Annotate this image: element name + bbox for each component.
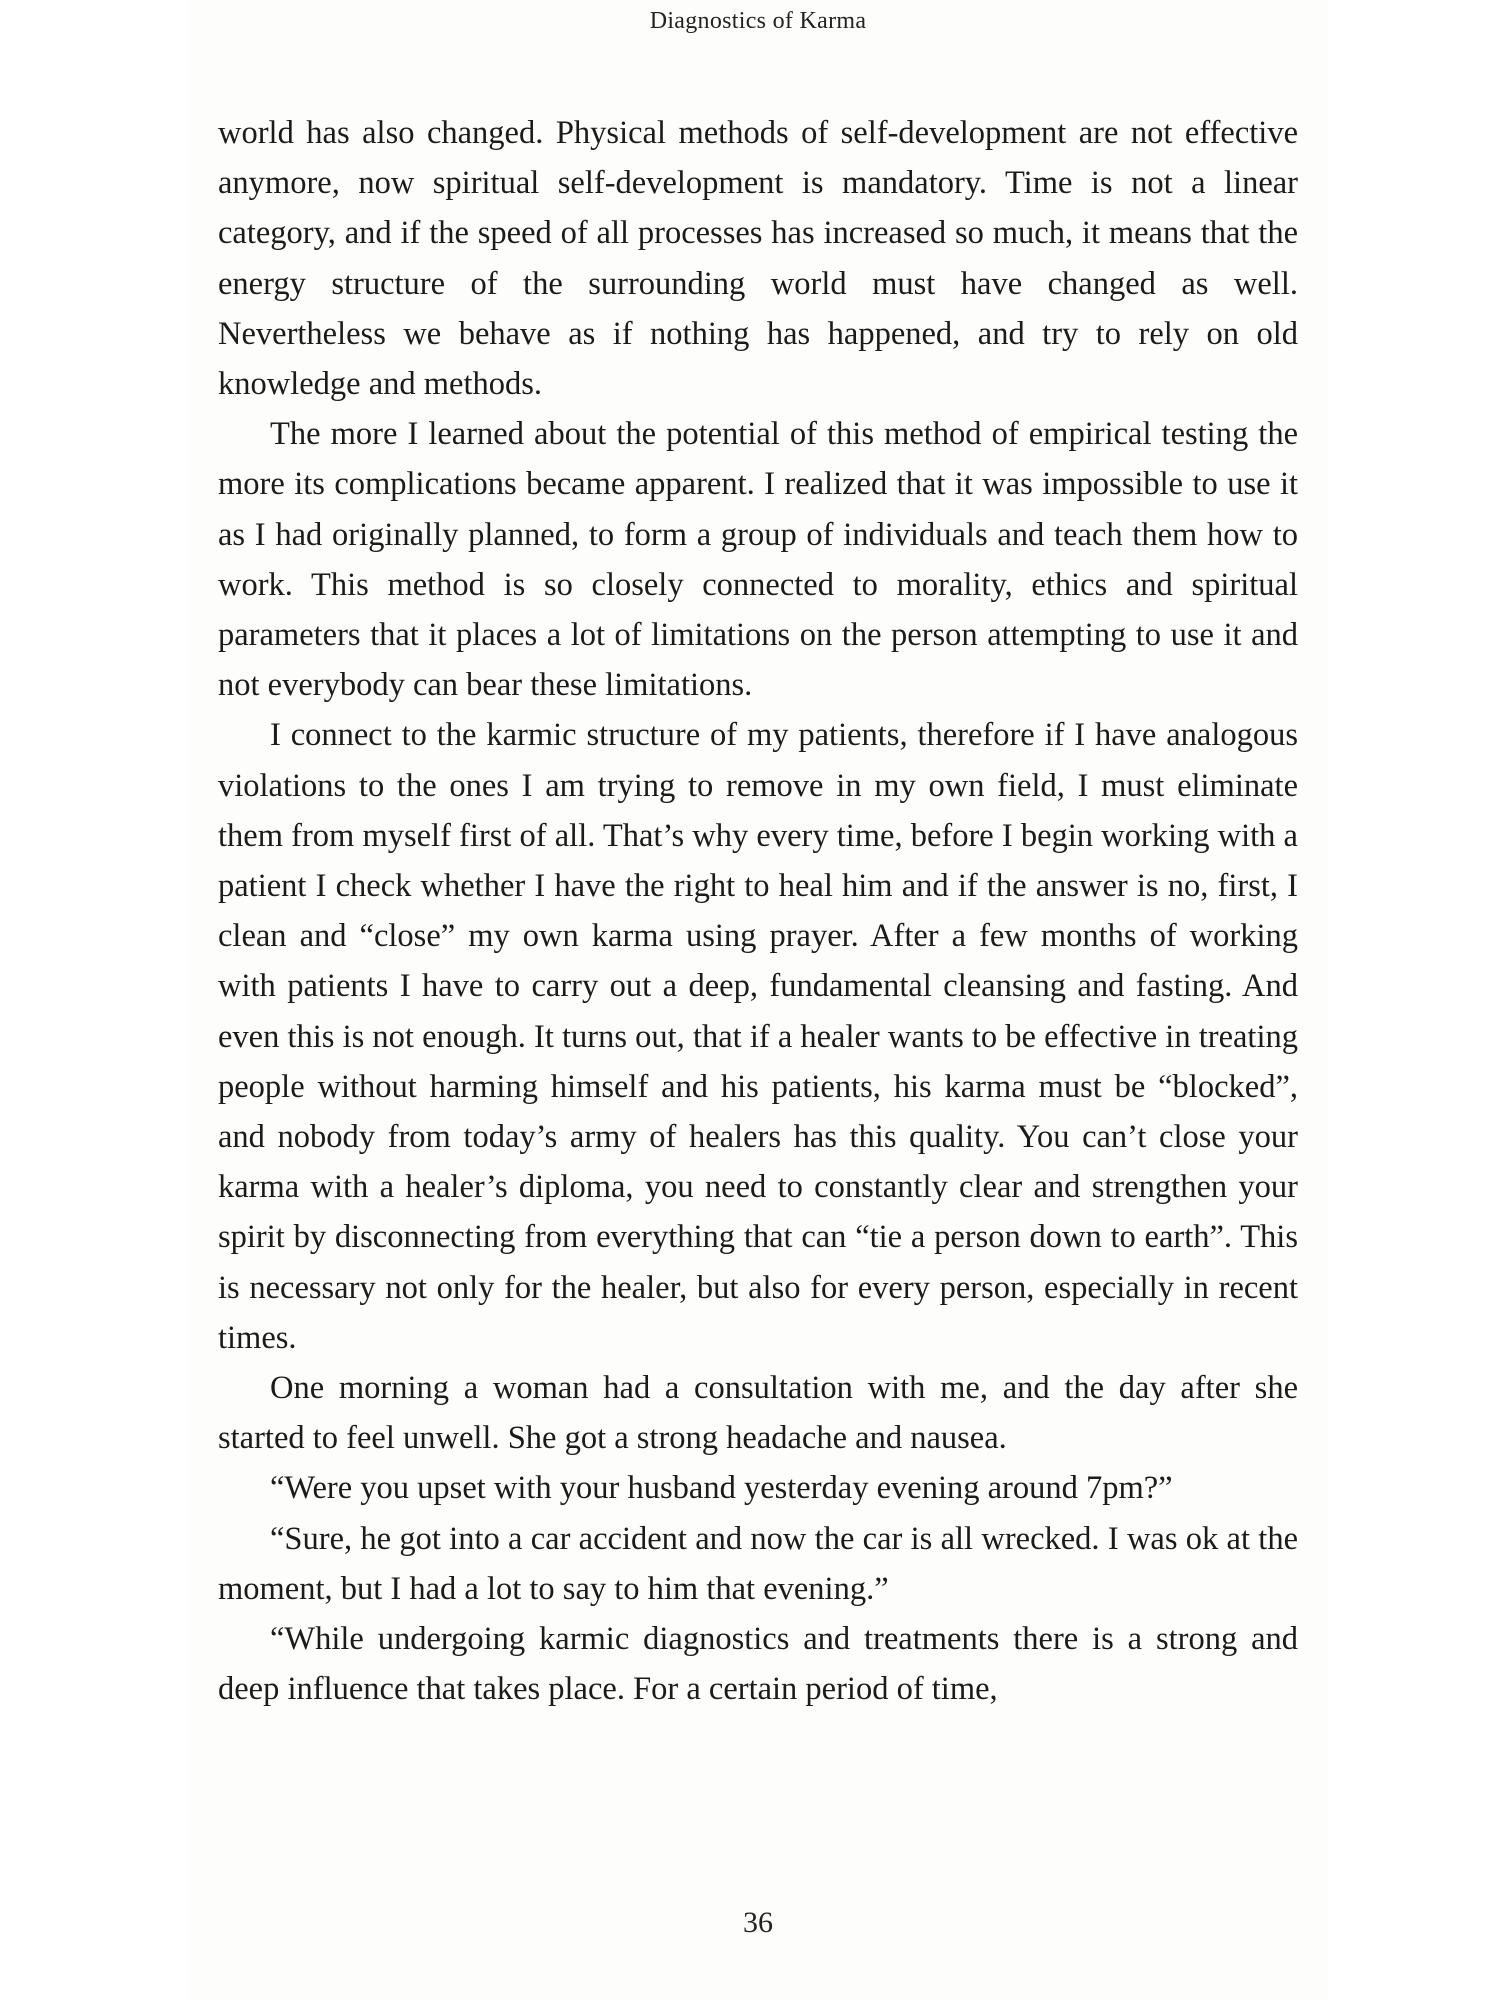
page-number: 36	[743, 1906, 773, 1939]
paragraph: world has also changed. Physical methods of self-development are not effective anymore, now spiritual self-development is mandatory. Time is not a linear category, and if the speed of all processes has increased so much, it means that the energy structure of the surrounding world must have changed as well. Nevertheless we behave as if nothing has happened, and try to rely on old knowledge and methods.	[218, 115, 1298, 403]
paragraph: “Were you upset with your husband yesterday evening around 7pm?”	[270, 1470, 1173, 1507]
paragraph: I connect to the karmic structure of my patients, therefore if I have analogous violations to the ones I am trying to remove in my own field, I must eliminate them from myself first of all. That’s why every time, before I begin working with a patient I check whether I have the right to heal him and if the answer is no, first, I clean and “close” my own karma using prayer. After a few months of working with patients I have to carry out a deep, fundamental cleansing and fasting. And even this is not enough. It turns out, that if a healer wants to be effective in treating people without harming himself and his patients, his karma must be “blocked”, and nobody from today’s army of healers has this quality. You can’t close your karma with a healer’s diploma, you need to constantly clear and strengthen your spirit by disconnecting from everything that can “tie a person down to earth”. This is necessary not only for the healer, but also for every person, especially in recent times.	[218, 717, 1298, 1356]
book-page	[188, 0, 1328, 2000]
paragraph: One morning a woman had a consultation with me, and the day after she started to feel unwell. She got a strong headache and nausea.	[218, 1370, 1298, 1457]
paragraph: The more I learned about the potential of this method of empirical testing the more its complications became apparent. I realized that it was impossible to use it as I had originally planned, to form a group of individuals and teach them how to work. This method is so closely connected to morality, ethics and spiritual parameters that it places a lot of limitations on the person attempting to use it and not everybody can bear these limitations.	[218, 416, 1298, 704]
running-head: Diagnostics of Karma	[649, 8, 867, 34]
paragraph: “While undergoing karmic diagnostics and treatments there is a strong and deep influence that takes place. For a certain period of time,	[218, 1621, 1298, 1708]
paragraph: “Sure, he got into a car accident and now the car is all wrecked. I was ok at the moment, but I had a lot to say to him that evening.”	[218, 1520, 1298, 1607]
body-text	[218, 108, 1298, 1715]
